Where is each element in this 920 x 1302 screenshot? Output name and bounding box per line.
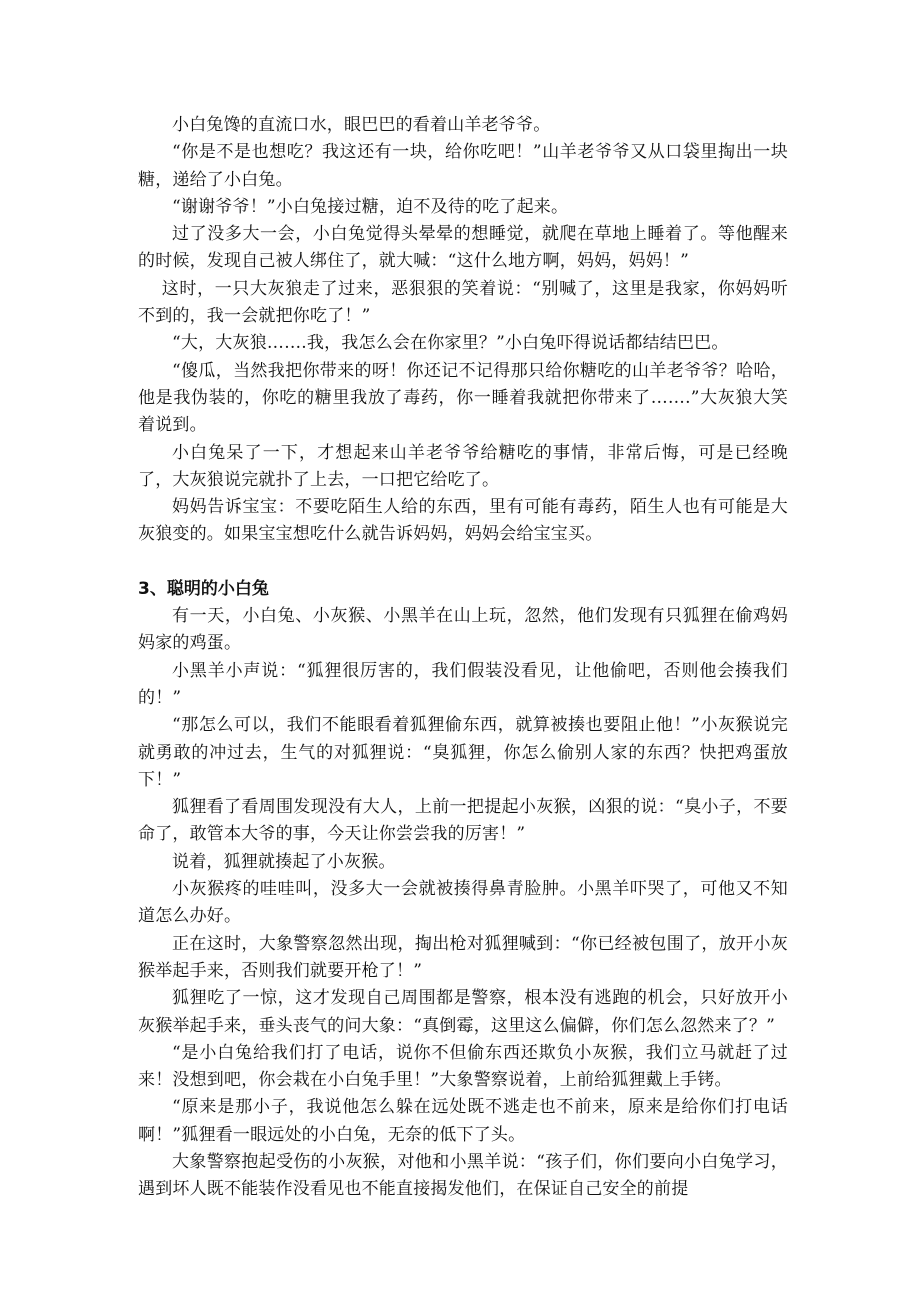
story-paragraph: 这时，一只大灰狼走了过来，恶狠狠的笑着说：“别喊了，这里是我家，你妈妈听不到的，我一会就把你吃了！” [138, 278, 788, 327]
story-paragraph: 说着，狐狸就揍起了小灰猴。 [172, 851, 396, 872]
story-paragraph: 过了没多大一会，小白兔觉得头晕晕的想睡觉，就爬在草地上睡着了。等他醒来的时候，发现自己被人绑住了，就大喊：“这什么地方啊，妈妈，妈妈！” [138, 224, 788, 272]
story-paragraph: “你是不是也想吃？我这还有一块，给你吃吧！”山羊老爷爷又从口袋里掏出一块糖，递给了小白兔。 [138, 142, 788, 190]
story-paragraph: 小黑羊小声说：“狐狸很厉害的，我们假装没看见，让他偷吧，否则他会揍我们的！” [138, 660, 788, 708]
story-paragraph: “原来是那小子，我说他怎么躲在远处既不逃走也不前来，原来是给你们打电话啊！”狐狸看一眼远处的小白兔，无奈的低下了头。 [138, 1097, 788, 1145]
story-paragraph: “大，大灰狼…….我，我怎么会在你家里？”小白兔吓得说话都结结巴巴。 [172, 333, 729, 354]
section-heading: 3、聪明的小白兔 [138, 578, 269, 599]
story-paragraph: 小灰猴疼的哇哇叫，没多大一会就被揍得鼻青脸肿。小黑羊吓哭了，可他又不知道怎么办好。 [138, 879, 788, 927]
story-paragraph: 大象警察抱起受伤的小灰猴，对他和小黑羊说：“孩子们，你们要向小白兔学习，遇到坏人既不能装作没看见也不能直接揭发他们，在保证自己安全的前提 [138, 1151, 788, 1200]
story-paragraph: 小白兔馋的直流口水，眼巴巴的看着山羊老爷爷。 [172, 115, 551, 135]
story-paragraph: 狐狸看了看周围发现没有大人，上前一把提起小灰猴，凶狠的说：“臭小子，不要命了，敢管本大爷的事，今天让你尝尝我的厉害！” [138, 797, 788, 845]
story-paragraph: “那怎么可以，我们不能眼看着狐狸偷东西，就算被揍也要阻止他！”小灰猴说完就勇敢的冲过去，生气的对狐狸说：“臭狐狸，你怎么偷别人家的东西？快把鸡蛋放下！” [138, 715, 788, 790]
story-paragraph: 有一天，小白兔、小灰猴、小黑羊在山上玩，忽然，他们发现有只狐狸在偷鸡妈妈家的鸡蛋。 [138, 606, 788, 654]
story-paragraph: “谢谢爷爷！”小白兔接过糖，迫不及待的吃了起来。 [172, 196, 569, 217]
story-paragraph: “是小白兔给我们打了电话，说你不但偷东西还欺负小灰猴，我们立马就赶了过来！没想到吧，你会栽在小白兔手里！”大象警察说着，上前给狐狸戴上手铐。 [138, 1042, 788, 1091]
story-paragraph: “傻瓜，当然我把你带来的呀！你还记不记得那只给你糖吃的山羊老爷爷？哈哈，他是我伪装的，你吃的糖里我放了毒药，你一睡着我就把你带来了…….”大灰狼大笑着说到。 [138, 360, 788, 436]
story-paragraph: 正在这时，大象警察忽然出现，掏出枪对狐狸喊到：“你已经被包围了，放开小灰猴举起手来，否则我们就要开枪了！” [138, 933, 788, 981]
story-paragraph: 妈妈告诉宝宝：不要吃陌生人给的东西，里有可能有毒药，陌生人也有可能是大灰狼变的。如果宝宝想吃什么就告诉妈妈，妈妈会给宝宝买。 [138, 497, 788, 545]
story-paragraph: 小白兔呆了一下，才想起来山羊老爷爷给糖吃的事情，非常后悔，可是已经晚了，大灰狼说完就扑了上去，一口把它给吃了。 [138, 442, 788, 490]
story-paragraph: 狐狸吃了一惊，这才发现自己周围都是警察，根本没有逃跑的机会，只好放开小灰猴举起手来，垂头丧气的问大象：“真倒霉，这里这么偏僻，你们怎么忽然来了？” [138, 988, 788, 1036]
document-page [138, 112, 788, 1204]
